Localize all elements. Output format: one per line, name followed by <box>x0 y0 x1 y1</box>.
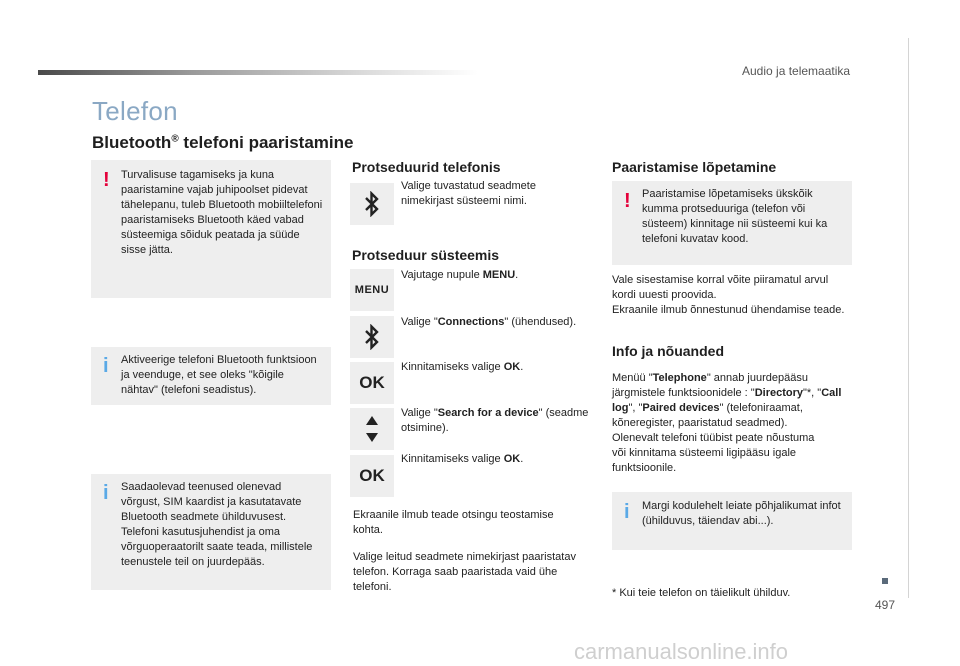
header-bar <box>38 70 478 75</box>
phone-step-text: Valige tuvastatud seadmete nimekirjast süsteemi nimi. <box>401 180 536 207</box>
system-para-2: Valige leitud seadmete nimekirjast paaristatav telefon. Korraga saab paaristada vaid ühe telefoni. <box>353 551 576 593</box>
info-heading: Info ja nõuanded <box>612 343 724 359</box>
page-marker <box>882 578 888 584</box>
system-step-1 <box>401 268 591 283</box>
warning-code-text: Paaristamise lõpetamiseks ükskõik kumma protseduuriga (telefon või süsteem) kinnitage nii süsteemi kui ka telefoni kuvatav kood. <box>642 188 828 245</box>
bluetooth-icon-box <box>350 183 394 225</box>
ok-button-icon <box>350 362 394 404</box>
info-text: Aktiveerige telefoni Bluetooth funktsioon ja veenduge, et see oleks "kõigile nähtav" (telefoni seadistus). <box>121 354 317 396</box>
warning-icon: ! <box>103 169 110 191</box>
info-para-2: Olenevalt telefoni tüübist peate nõustuma või kinnitama süsteemi ligipääsu igale funktsioonile. <box>612 432 815 474</box>
menu-label: MENU <box>354 284 390 296</box>
ok-label: OK <box>359 373 385 392</box>
system-para-1: Ekraanile ilmub teade otsingu teostamise kohta. <box>353 509 554 536</box>
info-box-website <box>612 492 852 550</box>
info-p1-e: " (telefoniraamat, kõneregister, paaristatud seadmed). <box>612 402 803 429</box>
step-2-post: " (ühendused). <box>504 316 577 328</box>
pairing-end-heading: Paaristamise lõpetamine <box>612 159 777 175</box>
call-log-term: Call log <box>612 387 842 414</box>
warning-box-safety <box>91 160 331 298</box>
step-3-bold: OK <box>503 361 521 373</box>
ok-button-icon-2 <box>350 455 394 497</box>
watermark: carmanualsonline.info <box>574 639 789 664</box>
info-p1-b: " annab juurdepääsu järgmistele funktsioonidele : " <box>612 372 808 399</box>
sidebar-line <box>908 38 909 598</box>
page-title: Telefon <box>92 96 178 126</box>
info-icon: i <box>103 355 109 377</box>
subtitle-rest: telefoni paaristamine <box>178 133 354 152</box>
bluetooth-icon <box>364 191 380 217</box>
step-1-bold: MENU <box>482 269 516 281</box>
step-4-post: " (seadme otsimine). <box>401 407 589 434</box>
step-5-post: . <box>520 453 524 465</box>
step-5-pre: Kinnitamiseks valige <box>401 453 504 465</box>
page-subtitle <box>92 133 353 153</box>
info-text: Saadaolevad teenused olenevad võrgust, SIM kaardist ja kasutatavate Bluetooth seadmete ühilduvusest. Telefoni kasutusjuhendist ja oma võrguoperaatorilt saate teada, millistele teenustele teil on juurdepääs. <box>121 481 313 568</box>
telephone-term: Telephone <box>652 372 707 384</box>
info-icon: i <box>624 501 630 523</box>
warning-box-code <box>612 181 852 265</box>
system-step-3 <box>401 360 591 375</box>
info-website-text: Margi kodulehelt leiate põhjalikumat infot (ühilduvus, täiendav abi...). <box>642 500 841 527</box>
menu-button-icon <box>350 269 394 311</box>
bluetooth-icon-box-2 <box>350 316 394 358</box>
directory-term: Directory <box>754 387 803 399</box>
step-2-bold: Connections <box>437 316 505 328</box>
pairing-end-para-2: Ekraanile ilmub õnnestunud ühendamise teade. <box>612 304 845 316</box>
step-2-pre: Valige " <box>401 316 438 328</box>
step-1-post: . <box>515 269 519 281</box>
phone-procedure-heading: Protseduurid telefonis <box>352 159 501 175</box>
info-icon: i <box>103 482 109 504</box>
info-box-services <box>91 474 331 590</box>
paired-devices-term: Paired devices <box>642 402 720 414</box>
step-4-pre: Valige " <box>401 407 438 419</box>
step-3-pre: Kinnitamiseks valige <box>401 361 504 373</box>
info-p1-d: ", " <box>628 402 643 414</box>
warning-text: Turvalisuse tagamiseks ja kuna paaristamine vajab juhipoolset pidevat tähelepanu, tuleb Bluetooth mobiiltelefoni paaristamiseks Bluetooth käed vabad süsteemiga sõiduk peatada ja süüde sisse jätta. <box>121 169 323 256</box>
warning-icon: ! <box>624 190 631 212</box>
system-procedure-heading: Protseduur süsteemis <box>352 247 500 263</box>
info-para-1 <box>612 371 852 431</box>
ok-label: OK <box>359 466 385 485</box>
step-1-pre: Vajutage nupule <box>401 269 483 281</box>
info-p1-c: "*, " <box>803 387 822 399</box>
system-step-4 <box>401 406 591 436</box>
up-down-arrows-icon <box>364 414 380 444</box>
footnote: * Kui teie telefon on täielikult ühilduv. <box>612 587 791 599</box>
page-number: 497 <box>875 598 896 612</box>
step-4-bold: Search for a device <box>437 407 539 419</box>
subtitle-sup: ® <box>171 133 179 145</box>
subtitle-main: Bluetooth <box>92 133 172 152</box>
step-3-post: . <box>520 361 524 373</box>
system-step-5 <box>401 452 591 467</box>
pairing-end-para: Vale sisestamise korral võite piiramatul arvul kordi uuesti proovida. <box>612 274 829 301</box>
arrows-icon-box <box>350 408 394 450</box>
bluetooth-icon <box>364 324 380 350</box>
info-p1-a: Menüü " <box>612 372 653 384</box>
section-name: Audio ja telemaatika <box>742 64 851 78</box>
system-step-2 <box>401 315 591 330</box>
step-5-bold: OK <box>503 453 521 465</box>
info-box-bluetooth <box>91 347 331 405</box>
